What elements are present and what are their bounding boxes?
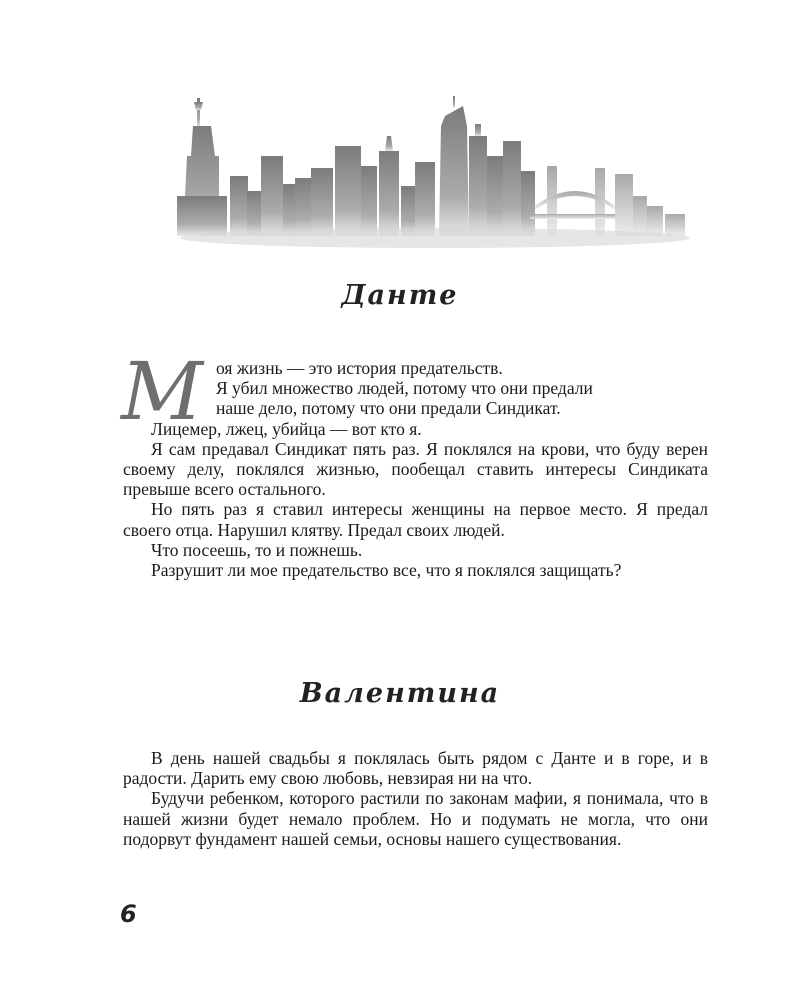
page-number: 6 [120,900,137,928]
chapter-title-dante: Данте [341,280,459,311]
paragraph: Но пять раз я ставил интересы женщины на первое место. Я предал своего отца. Нарушил клятву. Предал своих людей. [123,499,708,540]
chapter-body-valentina [123,748,708,849]
paragraph: Что посеешь, то и пожнешь. [151,539,363,560]
chapter-body-dante [121,345,708,581]
dropcap-line: оя жизнь — это история предательств. [216,358,503,378]
skyline-illustration [175,96,695,256]
paragraph: Будучи ребенком, которого растили по законам мафии, я понимала, что в нашей жизни будет немало проблем. Но и подумать не могла, что они подорвут фундамент нашей семьи, основы нашего существования. [123,788,708,849]
paragraph: Лицемер, лжец, убийца — вот кто я. [151,418,422,439]
paragraph: Я сам предавал Синдикат пять раз. Я поклялся на крови, что буду верен своему делу, поклялся жизнью, пообещал ставить интересы Синдиката превыше всего остального. [123,438,708,500]
paragraph: Разрушит ли мое предательство все, что я поклялся защищать? [151,560,622,581]
paragraph: В день нашей свадьбы я поклялась быть рядом с Данте и в горе, и в радости. Дарить ему свою любовь, невзирая ни на что. [123,748,708,789]
dropcap-line: наше дело, потому что они предали Синдикат. [216,398,561,419]
dropcap-line: Я убил множество людей, потому что они предали [216,378,593,399]
dropcap-letter: М [121,345,203,438]
dropcap-lines [216,358,708,419]
chapter-title-valentina: Валентина [299,678,501,709]
